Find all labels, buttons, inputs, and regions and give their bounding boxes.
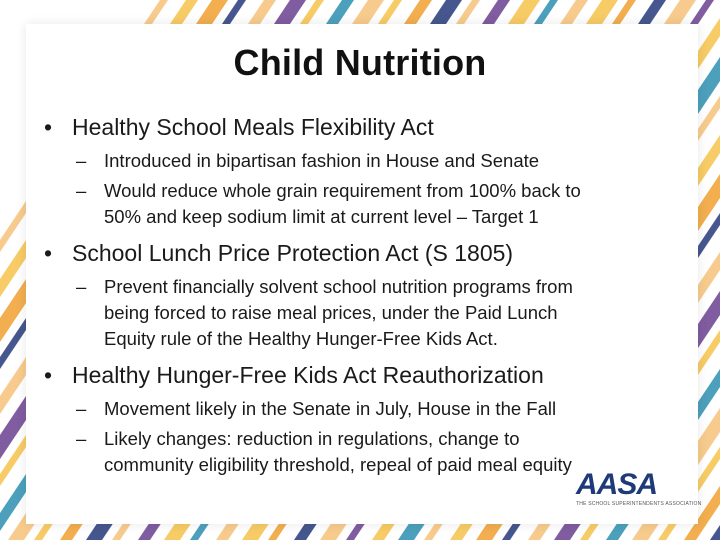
sub-item-line: Equity rule of the Healthy Hunger-Free Kids Act. [104,328,498,349]
sub-item-line: Likely changes: reduction in regulations, change to [104,428,520,449]
dash-marker: – [76,180,87,201]
sub-item-line: community eligibility threshold, repeal of paid meal equity [104,454,572,475]
bullet-text: Healthy School Meals Flexibility Act [72,114,434,140]
sub-item-line: Would reduce whole grain requirement from 100% back to [104,180,581,201]
bullet-text: Healthy Hunger-Free Kids Act Reauthorization [72,362,544,388]
bullet-text: School Lunch Price Protection Act (S 1805) [72,240,514,266]
sub-item-line: Prevent financially solvent school nutrition programs from [104,276,573,297]
slide-title: Child Nutrition [233,42,487,83]
bullet-marker: • [44,362,53,388]
sub-item-line: being forced to raise meal prices, under the Paid Lunch [104,302,558,323]
dash-marker: – [76,398,87,419]
sub-item-line: 50% and keep sodium limit at current level – Target 1 [104,206,539,227]
dash-marker: – [76,276,87,297]
aasa-logo [570,468,702,512]
dash-marker: – [76,428,87,449]
logo-tagline: THE SCHOOL SUPERINTENDENTS ASSOCIATION [576,501,702,507]
bullet-marker: • [44,240,53,266]
dash-marker: – [76,150,87,171]
sub-item-line: Movement likely in the Senate in July, House in the Fall [104,398,557,419]
logo-wordmark: AASA [576,468,658,501]
sub-item-line: Introduced in bipartisan fashion in House and Senate [104,150,540,171]
bullet-marker: • [44,114,53,140]
